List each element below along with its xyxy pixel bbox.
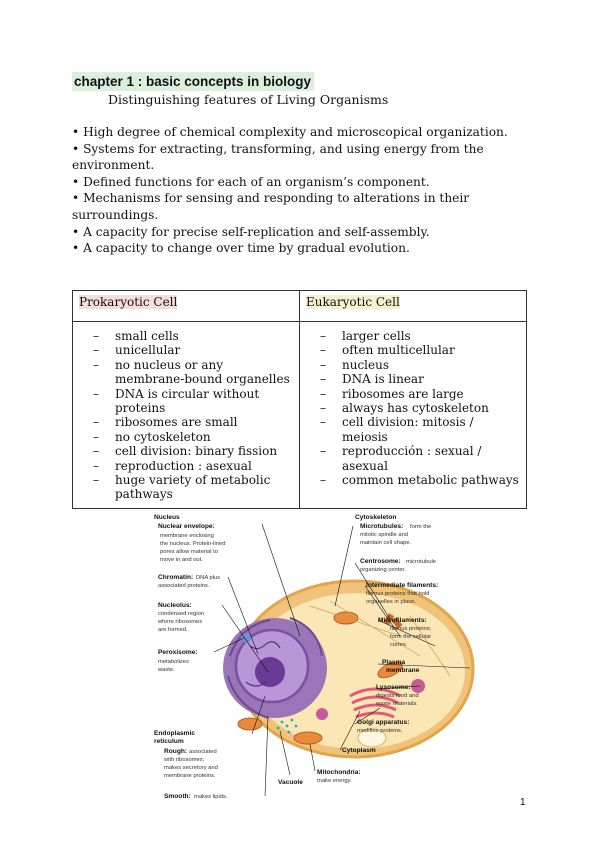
desc-rough-er: membrane proteins.: [164, 773, 216, 779]
desc-nuclear-envelope: move in and out.: [160, 557, 203, 563]
chapter-heading: chapter 1 : basic concepts in biology: [72, 72, 314, 91]
desc-microtubules: form the: [410, 524, 432, 530]
label-nucleus: Nucleus: [154, 514, 180, 521]
eukaryotic-item: – DNA is linear: [320, 372, 522, 386]
eukaryotic-item: – often multicellular: [320, 343, 522, 357]
eukaryotic-item: – always has cytoskeleton: [320, 401, 522, 415]
label-rough-er: Rough:: [164, 748, 188, 755]
cell-comparison-table: [72, 290, 527, 509]
desc-rough-er: makes secretory and: [164, 765, 218, 771]
label-cytoskeleton: Cytoskeleton: [355, 514, 397, 521]
desc-intermediate-filaments: fibrous proteins that hold: [366, 591, 430, 597]
label-centrosome: Centrosome:: [360, 558, 401, 565]
prokaryotic-item: – reproduction : asexual: [93, 459, 295, 473]
desc-rough-er: associated: [189, 749, 217, 755]
features-list: [72, 124, 522, 257]
eukaryotic-header: [300, 291, 527, 322]
eukaryotic-item: – ribosomes are large: [320, 387, 522, 401]
nucleolus-shape: [255, 657, 285, 687]
desc-intermediate-filaments: organelles in place.: [366, 599, 416, 605]
mitochondrion-shape: [294, 732, 322, 744]
desc-chromatin: associated proteins.: [158, 583, 210, 589]
label-plasma-membrane: membrane: [386, 667, 420, 674]
label-peroxisome: Peroxisome:: [158, 649, 198, 656]
eukaryotic-item: – reproducción : sexual / asexual: [320, 444, 522, 473]
label-nucleolus: Nucleolus:: [158, 602, 192, 609]
desc-smooth-er: makes lipids.: [194, 794, 228, 800]
label-intermediate-filaments: Intermediate filaments:: [366, 582, 439, 589]
eukaryotic-item: – larger cells: [320, 329, 522, 343]
prokaryotic-item: – cell division: binary fission: [93, 444, 295, 458]
desc-lysosome: digests food and: [376, 693, 419, 699]
desc-microfilaments: form the cellular: [390, 634, 432, 640]
desc-microtubules: mitotic spindle and: [360, 532, 409, 538]
desc-microfilaments: fibrous proteins;: [390, 626, 432, 632]
desc-nucleolus: condensed region: [158, 611, 205, 617]
section-subtitle: Distinguishing features of Living Organisms: [108, 92, 389, 107]
mitochondrion-shape: [238, 718, 262, 730]
desc-nucleolus: are formed.: [158, 627, 188, 633]
feature-item: • A capacity to change over time by gradual evolution.: [72, 241, 410, 256]
label-er: Endoplasmic: [154, 730, 196, 737]
desc-nuclear-envelope: the nucleus. Protein-lined: [160, 541, 226, 547]
label-cytoplasm: Cytoplasm: [342, 747, 376, 754]
label-lysosome: Lysosome:: [376, 684, 411, 691]
label-golgi: Golgi apparatus:: [357, 719, 410, 726]
label-microfilaments: Microfilaments:: [378, 617, 427, 624]
desc-centrosome: microtubule: [406, 559, 436, 565]
prokaryotic-title: Prokaryotic Cell: [79, 295, 178, 309]
desc-nuclear-envelope: pores allow material to: [160, 549, 218, 555]
eukaryotic-item: – cell division: mitosis / meiosis: [320, 415, 522, 444]
label-smooth-er: Smooth:: [164, 793, 191, 800]
desc-nucleolus: where ribosomes: [158, 619, 203, 625]
desc-peroxisome: waste.: [158, 667, 175, 673]
prokaryotic-item: – ribosomes are small: [93, 415, 295, 429]
prokaryotic-item: – no nucleus or any membrane-bound organelles: [93, 358, 295, 387]
eukaryotic-item: – common metabolic pathways: [320, 473, 522, 487]
feature-item: • Defined functions for each of an organism’s component.: [72, 174, 430, 189]
prokaryotic-item: – huge variety of metabolic pathways: [93, 473, 295, 502]
desc-nuclear-envelope: membrane enclosing: [160, 533, 214, 539]
desc-microtubules: maintain cell shape.: [360, 540, 412, 546]
eukaryotic-item: – nucleus: [320, 358, 522, 372]
cell-illustration: [223, 581, 473, 757]
desc-centrosome: organizing center.: [360, 567, 406, 573]
prokaryotic-header: [73, 291, 300, 322]
desc-rough-er: with ribosomes;: [164, 757, 205, 763]
desc-peroxisome: metabolizes: [158, 659, 189, 665]
label-er: reticulum: [154, 738, 184, 745]
feature-item: • Mechanisms for sensing and responding to alterations in their surroundings.: [72, 191, 470, 222]
label-vacuole: Vacuole: [278, 779, 303, 786]
feature-item: • Systems for extracting, transforming, and using energy from the environment.: [72, 141, 484, 173]
lysosome-shape: [316, 708, 328, 720]
eukaryotic-title: Eukaryotic Cell: [306, 295, 400, 309]
label-mitochondria: Mitochondria:: [317, 769, 361, 776]
prokaryotic-item: – unicellular: [93, 343, 295, 357]
prokaryotic-item: – no cytoskeleton: [93, 430, 295, 444]
animal-cell-diagram: [150, 506, 530, 806]
desc-golgi: modifies proteins.: [357, 728, 403, 734]
prokaryotic-item: – DNA is circular without proteins: [93, 387, 295, 416]
desc-chromatin: DNA plus: [196, 575, 221, 581]
label-chromatin: Chromatin:: [158, 574, 194, 581]
label-nuclear-envelope: Nuclear envelope:: [158, 523, 215, 530]
prokaryotic-item: – small cells: [93, 329, 295, 343]
desc-microfilaments: cortex.: [390, 642, 408, 648]
desc-mitochondria: make energy.: [317, 778, 352, 784]
eukaryotic-cell: [300, 322, 527, 509]
page-number: 1: [520, 797, 526, 808]
feature-item: • High degree of chemical complexity and microscopical organization.: [72, 125, 508, 139]
feature-item: • A capacity for precise self-replication and self-assembly.: [72, 224, 430, 239]
label-microtubules: Microtubules:: [360, 523, 404, 530]
prokaryotic-cell: [73, 322, 300, 509]
label-plasma-membrane: Plasma: [382, 659, 406, 666]
desc-lysosome: waste materials.: [376, 701, 418, 707]
